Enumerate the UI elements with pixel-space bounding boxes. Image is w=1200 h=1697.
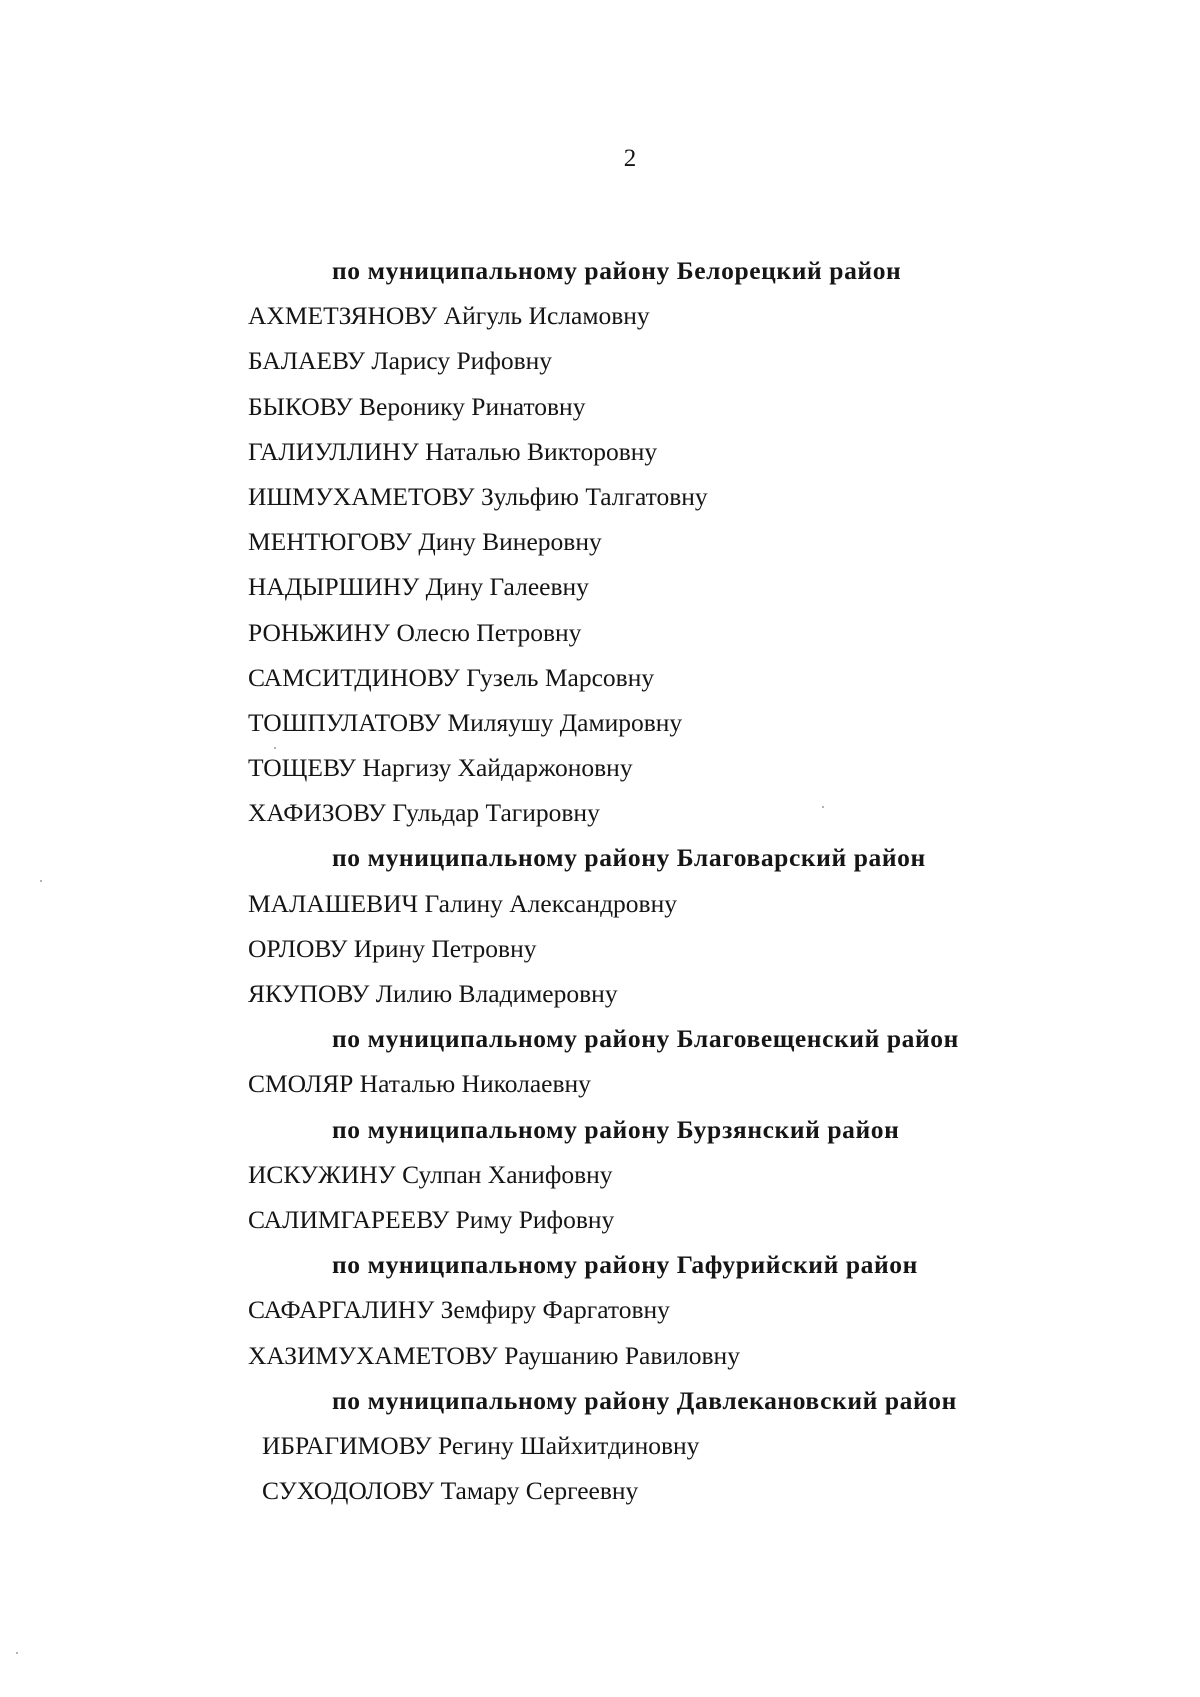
section-heading: по муниципальному району Благовещенский район <box>332 1024 959 1054</box>
person-entry: САЛИМГАРЕЕВУ Риму Рифовну <box>248 1204 615 1234</box>
scan-speck <box>40 880 42 882</box>
section-heading: по муниципальному району Бурзянский район <box>332 1114 900 1144</box>
person-entry: САМСИТДИНОВУ Гузель Марсовну <box>248 662 655 692</box>
scan-speck <box>274 747 276 749</box>
person-entry: ОРЛОВУ Ирину Петровну <box>248 933 537 963</box>
person-entry: ТОЩЕВУ Наргизу Хайдаржоновну <box>248 753 633 783</box>
section-heading: по муниципальному району Гафурийский район <box>332 1250 918 1280</box>
person-entry: НАДЫРШИНУ Дину Галеевну <box>248 572 589 602</box>
person-entry: ИСКУЖИНУ Сулпан Ханифовну <box>248 1159 613 1189</box>
person-entry: МАЛАШЕВИЧ Галину Александровну <box>248 888 677 918</box>
person-entry: МЕНТЮГОВУ Дину Винеровну <box>248 527 602 557</box>
section-heading: по муниципальному району Благоварский район <box>332 843 926 873</box>
person-entry: ЯКУПОВУ Лилию Владимеровну <box>248 979 618 1008</box>
person-entry: РОНЬЖИНУ Олесю Петровну <box>248 617 582 647</box>
page-number: 2 <box>623 145 637 172</box>
person-entry: БАЛАЕВУ Ларису Рифовну <box>248 346 553 376</box>
scan-speck <box>822 806 824 808</box>
section-heading: по муниципальному району Белорецкий район <box>332 256 902 285</box>
person-entry: ХАЗИМУХАМЕТОВУ Раушанию Равиловну <box>248 1340 740 1370</box>
scan-speck <box>16 1652 18 1654</box>
person-entry: СМОЛЯР Наталью Николаевну <box>248 1069 591 1099</box>
person-entry: ИШМУХАМЕТОВУ Зульфию Талгатовну <box>248 481 708 511</box>
person-entry: ГАЛИУЛЛИНУ Наталью Викторовну <box>248 436 658 466</box>
person-entry: ХАФИЗОВУ Гульдар Тагировну <box>248 798 600 828</box>
person-entry: ИБРАГИМОВУ Регину Шайхитдиновну <box>262 1430 700 1460</box>
person-entry: АХМЕТЗЯНОВУ Айгуль Исламовну <box>248 301 650 331</box>
section-heading: по муниципальному району Давлекановский район <box>332 1385 957 1415</box>
person-entry: ТОШПУЛАТОВУ Миляушу Дамировну <box>248 707 683 737</box>
person-entry: САФАРГАЛИНУ Земфиру Фаргатовну <box>248 1295 670 1325</box>
person-entry: БЫКОВУ Веронику Ринатовну <box>248 391 586 421</box>
award-list <box>248 248 1148 1513</box>
person-entry: СУХОДОЛОВУ Тамару Сергеевну <box>262 1476 639 1506</box>
